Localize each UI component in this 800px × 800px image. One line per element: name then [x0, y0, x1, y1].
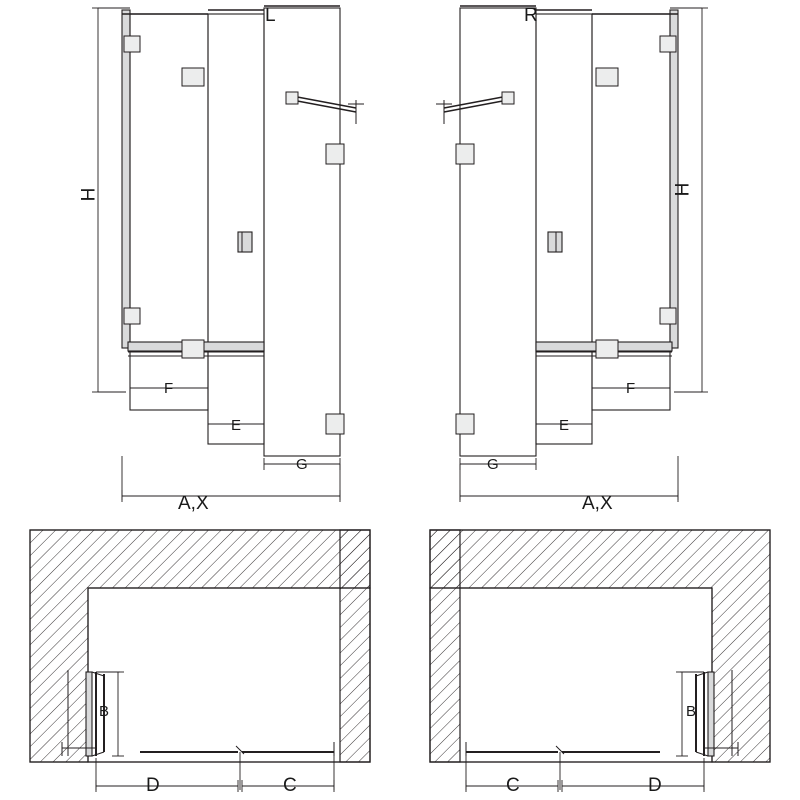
panel-label-right-e: E	[559, 417, 570, 434]
view-label-right: R	[524, 5, 538, 26]
elevation-left	[92, 6, 364, 502]
panel-label-left-f: F	[164, 380, 174, 397]
width-label-left: A,X	[178, 493, 209, 514]
view-label-left: L	[265, 5, 276, 26]
width-label-right: A,X	[582, 493, 613, 514]
plan-right-segment-c: C	[506, 775, 520, 796]
elevation-right	[436, 6, 708, 502]
height-label-right: H	[672, 182, 694, 197]
plan-right	[430, 530, 770, 792]
plan-right-segment-d: D	[648, 775, 662, 796]
panel-label-right-f: F	[626, 380, 636, 397]
depth-label-right: B	[686, 703, 697, 720]
panel-label-right-g: G	[487, 456, 499, 473]
plan-left-segment-d: D	[146, 775, 160, 796]
height-label-left: H	[78, 187, 100, 202]
panel-label-left-g: G	[296, 456, 308, 473]
panel-label-left-e: E	[231, 417, 242, 434]
depth-label-left: B	[99, 703, 110, 720]
plan-left	[30, 530, 370, 792]
plan-left-segment-c: C	[283, 775, 297, 796]
